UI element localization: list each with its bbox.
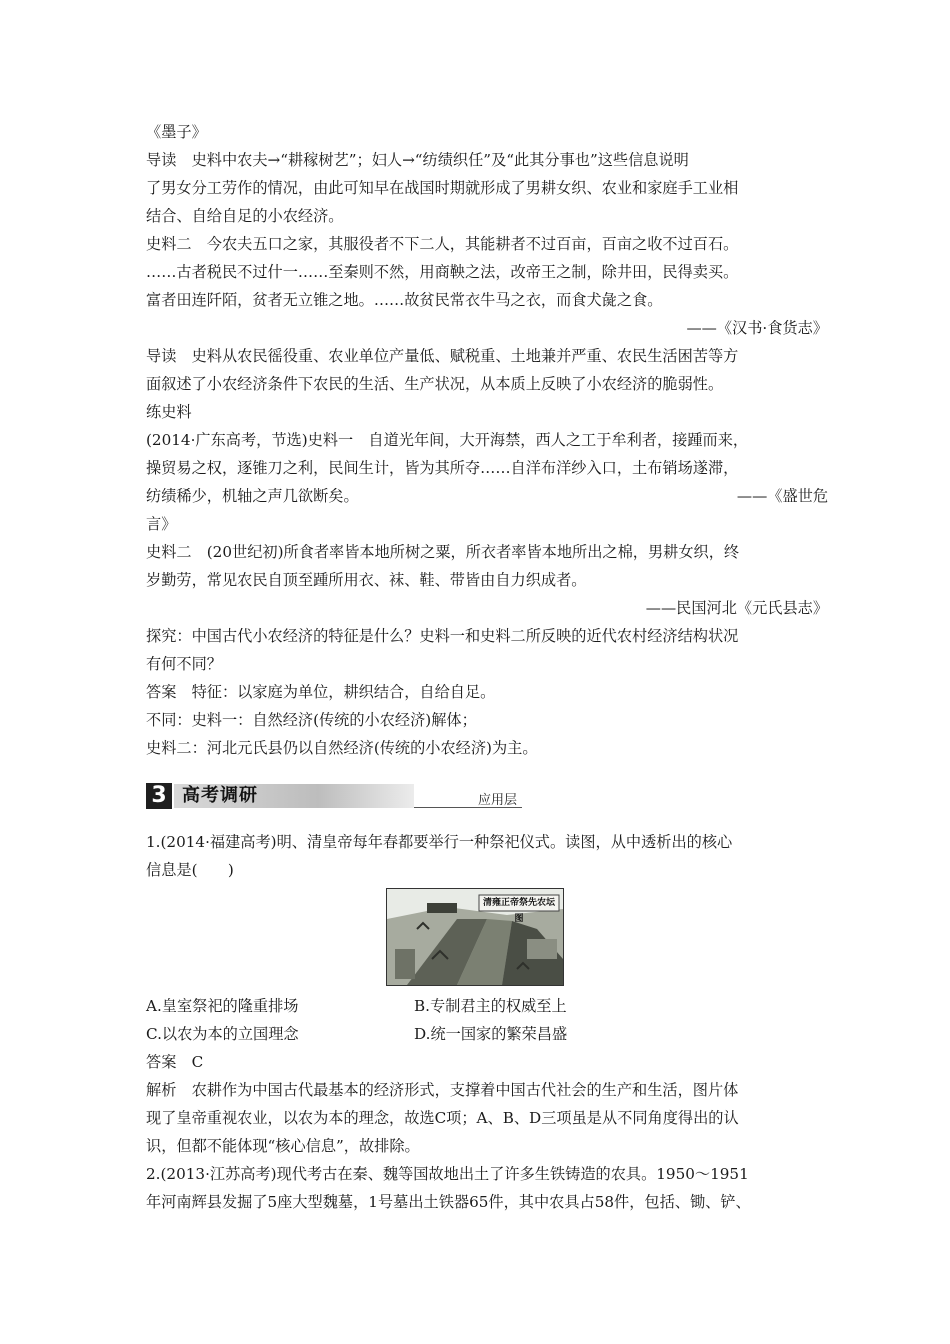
source-text: 史料二 今农夫五口之家，其服役者不下二人，其能耕者不过百亩，百亩之收不过百石。 [146,235,739,253]
analysis-text: 识，但都不能体现“核心信息”，故排除。 [146,1137,420,1155]
ceremony-illustration [386,888,564,986]
option-a: A.皇室祭祀的隆重排场 [146,997,299,1015]
source-text: 纺绩稀少，机轴之声几欲断矣。 [146,487,359,505]
source-citation: 《墨子》 [146,123,207,141]
option-b: B.专制君主的权威至上 [414,997,567,1015]
section-number: 3 [146,783,172,809]
option-c: C.以农为本的立国理念 [146,1025,299,1043]
source-text: 岁勤劳，常见农民自顶至踵所用衣、袜、鞋、带皆由自力织成者。 [146,571,587,589]
question-stem: 年河南辉县发掘了5座大型魏墓，1号墓出土铁器65件，其中农具占58件，包括、锄、铲、 [146,1193,751,1211]
guide-text: 导读 史料从农民徭役重、农业单位产量低、赋税重、土地兼并严重、农民生活困苦等方 [146,347,739,365]
source-citation: ——民国河北《元氏县志》 [645,599,828,617]
guide-text: 结合、自给自足的小农经济。 [146,207,344,225]
section-header [146,783,522,809]
source-text: 史料二 (20世纪初)所食者率皆本地所树之粟，所衣者率皆本地所出之棉，男耕女织，终 [146,543,740,561]
analysis-text: 现了皇帝重视农业，以农为本的理念，故选C项；A、B、D三项虽是从不同角度得出的认 [146,1109,739,1127]
answer-text: 不同：史料一：自然经济(传统的小农经济)解体； [146,711,477,729]
figure-caption: 清雍正帝祭先农坛图 [482,898,555,924]
option-d: D.统一国家的繁荣昌盛 [414,1025,568,1043]
source-citation: ——《汉书·食货志》 [686,319,828,337]
source-text: ……古者税民不过什一……至秦则不然，用商鞅之法，改帝王之制，除井田，民得卖买。 [146,263,739,281]
question-stem: 信息是( ) [146,861,234,879]
guide-text: 了男女分工劳作的情况，由此可知早在战国时期就形成了男耕女织、农业和家庭手工业相 [146,179,739,197]
section-title: 高考调研 [182,785,258,806]
source-text: (2014·广东高考，节选)史料一 自道光年间，大开海禁，西人之工于牟利者，接踵而来， [146,431,749,449]
source-text: 操贸易之权，逐锥刀之利，民间生计，皆为其所夺……自洋布洋纱入口，土布销场遂滞， [146,459,739,477]
guide-text: 导读 史料中农夫→“耕稼树艺”；妇人→“纺绩织任”及“此其分事也”这些信息说明 [146,151,689,169]
section-level: 应用层 [478,793,518,808]
source-text: 富者田连阡陌，贫者无立锥之地。……故贫民常衣牛马之衣，而食犬彘之食。 [146,291,663,309]
source-citation: 言》 [146,515,177,533]
source-citation: ——《盛世危 [736,487,828,505]
analysis-text: 解析 农耕作为中国古代最基本的经济形式，支撑着中国古代社会的生产和生活，图片体 [146,1081,739,1099]
question-text: 探究：中国古代小农经济的特征是什么？史料一和史料二所反映的近代农村经济结构状况 [146,627,739,645]
question-text: 有何不同？ [146,655,222,673]
answer-text: 答案 特征：以家庭为单位，耕织结合，自给自足。 [146,683,496,701]
guide-text: 面叙述了小农经济条件下农民的生活、生产状况，从本质上反映了小农经济的脆弱性。 [146,375,724,393]
question-stem: 2.(2013·江苏高考)现代考古在秦、魏等国故地出土了许多生铁铸造的农具。1950～1951 [146,1165,749,1183]
subheading: 练史料 [146,403,192,421]
answer-text: 史料二：河北元氏县仍以自然经济(传统的小农经济)为主。 [146,739,538,757]
answer-text: 答案 C [146,1053,204,1071]
question-stem: 1.(2014·福建高考)明、清皇帝每年春都要举行一种祭祀仪式。读图，从中透析出的核心 [146,833,733,851]
